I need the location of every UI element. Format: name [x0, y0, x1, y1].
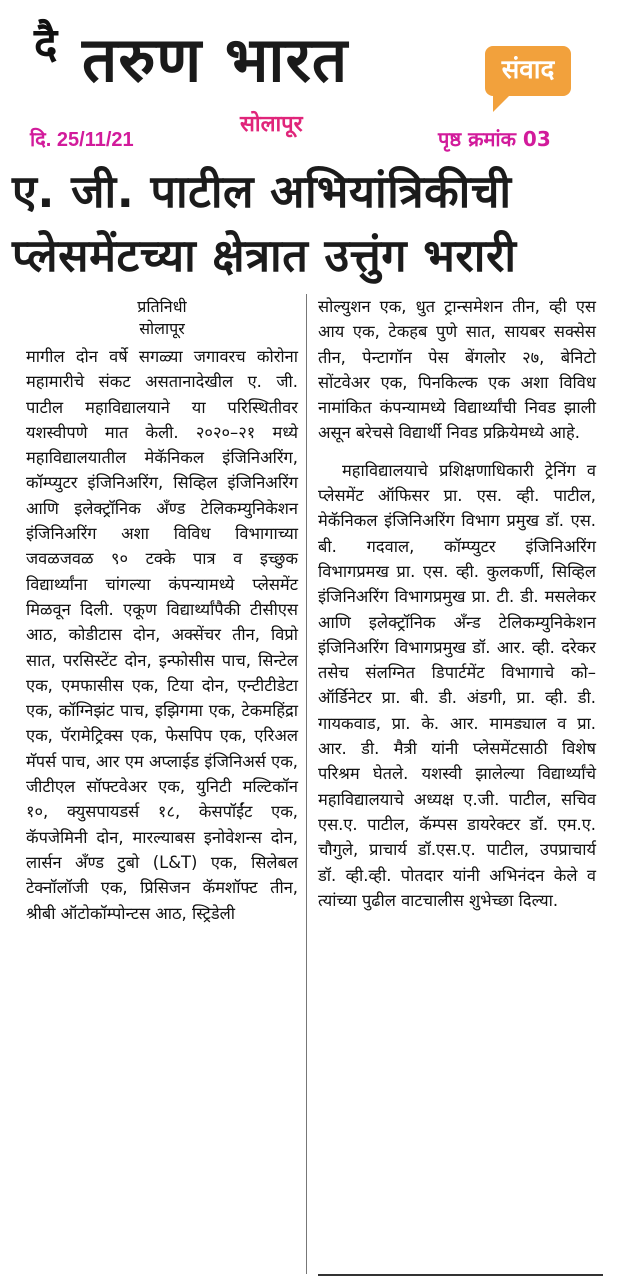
article-column-right — [318, 294, 596, 913]
newspaper-logo: तरुण भारत — [82, 23, 349, 96]
article-paragraph: महाविद्यालयाचे प्रशिक्षणाधिकारी ट्रेनिंग व प्लेसमेंट ऑफिसर प्रा. एस. व्ही. पाटील, मेकॅनिकल इंजिनिअरिंग विभाग प्रमुख डॉ. एस. बी. गदवाल, कॉम्प्युटर इंजिनिअरिंग विभागप्रमख प्रा. एस. व्ही. कुलकर्णी, सिव्हिल इंजिनिअरिंग विभागप्रमुख प्रा. टी. डी. मसलेकर आणि इलेक्ट्रॉनिक अँन्ड टेलिकम्युनिकेशन इंजिनिअरिंग विभागप्रमुख डॉ. आर. व्ही. दरेकर तसेच संलग्नित डिपार्टमेंट विभागाचे को–ऑर्डिनेटर प्रा. बी. डी. अंडगी, प्रा. व्ही. डी. गायकवाड, प्रा. के. आर. मामड्याल व प्रा. आर. डी. मैत्री यांनी प्लेसमेंटसाठी विशेष परिश्रम घेतले. यशस्वी झालेल्या विद्यार्थ्यांचे महाविद्यालयाचे अध्यक्ष ए.जी. पाटील, सचिव एस.ए. पाटील, कॅम्पस डायरेक्टर डॉ. एम.ए. चौगुले, प्राचार्य डॉ.एस.ए. पाटील, उपप्राचार्य डॉ. व्ही.व्ही. पोतदार यांनी अभिनंदन केले व त्यांच्या पुढील वाटचालीस शुभेच्छा दिल्या. — [318, 460, 596, 910]
headline-line-2: प्लेसमेंटच्या क्षेत्रात उत्तुंग भरारी — [12, 229, 517, 282]
column-divider — [306, 294, 307, 1274]
samvad-badge: संवाद — [485, 46, 571, 96]
masthead — [0, 0, 618, 151]
end-rule — [318, 1274, 603, 1276]
article-headline — [12, 160, 612, 288]
byline: प्रतिनिधी — [137, 297, 187, 316]
dateline-place: सोलापूर — [139, 319, 185, 338]
issue-date: दि. 25/11/21 — [30, 129, 134, 151]
page-number: पृष्ठ क्रमांक 03 — [438, 127, 551, 151]
logo-prefix: दै — [34, 19, 58, 70]
edition-label: सोलापूर — [240, 112, 303, 137]
article-column-left — [26, 296, 298, 926]
article-paragraph: सोल्युशन एक, धुत ट्रान्समेशन तीन, व्ही एस आय एक, टेकहब पुणे सात, सायबर सक्सेस तीन, पेन्टागॉन पेस बेंगलोर २७, बेनिटो सोंटवेअर एक, पिनकिल्क एक अशा विविध नामांकित कंपन्यामध्ये विद्यार्थ्यांची निवड झाली असून बरेचसे विद्यार्थी निवड प्रक्रियेमध्ये आहे. — [318, 297, 596, 443]
headline-line-1: ए. जी. पाटील अभियांत्रिकीची — [12, 165, 512, 218]
article-paragraph: मागील दोन वर्षे सगळ्या जगावरच कोरोना महामारीचे संकट असतानादेखील ए. जी. पाटील महाविद्यालयाने या परिस्थितीवर यशस्वीपणे मात केली. २०२०–२१ मध्ये महाविद्यालयातील मेकॅनिकल इंजिनिअरिंग, कॉम्प्युटर इंजिनिअरिंग, सिव्हिल इंजिनिअरिंग आणि इलेक्ट्रॉनिक अँण्ड टेलिकम्युनिकेशन इंजिनिअरिंग अशा विविध विभागाच्या जवळजवळ ९० टक्के पात्र व इच्छुक विद्यार्थ्यांना चांगल्या कंपन्यामध्ये प्लेसमेंट मिळवून दिली. एकूण विद्यार्थ्यांपैकी टीसीएस आठ, कोडीटास दोन, अक्सेंचर तीन, विप्रो सात, परसिस्टेंट दोन, इन्फोसीस पाच, सिन्टेल एक, एमफासीस एक, टिया दोन, एन्टीटीडेटा एक, कॉग्निझंट पाच, इझिगमा एक, टेकमहिंद्रा एक, पॅरामेट्रिक्स एक, फेसपिप एक, एरिअल मॅपर्स पाच, आर एम अप्लाईड इंजिनिअर्स एक, जीटीएल सॉफ्टवेअर एक, युनिटी मल्टिकॉन १०, क्युसपायडर्स १८, केसपॉईंट एक, कॅपजेमिनी दोन, मारल्याबस इनोवेशन्स दोन, लार्सन अँण्ड टुबो (L&T) एक, सिलेबल टेक्नॉलॉजी एक, प्रिसिजन कॅमशॉफ्ट तीन, श्रीबी ऑटोकॉम्पोन्टस आठ, स्ट्रिडेली — [26, 347, 298, 923]
